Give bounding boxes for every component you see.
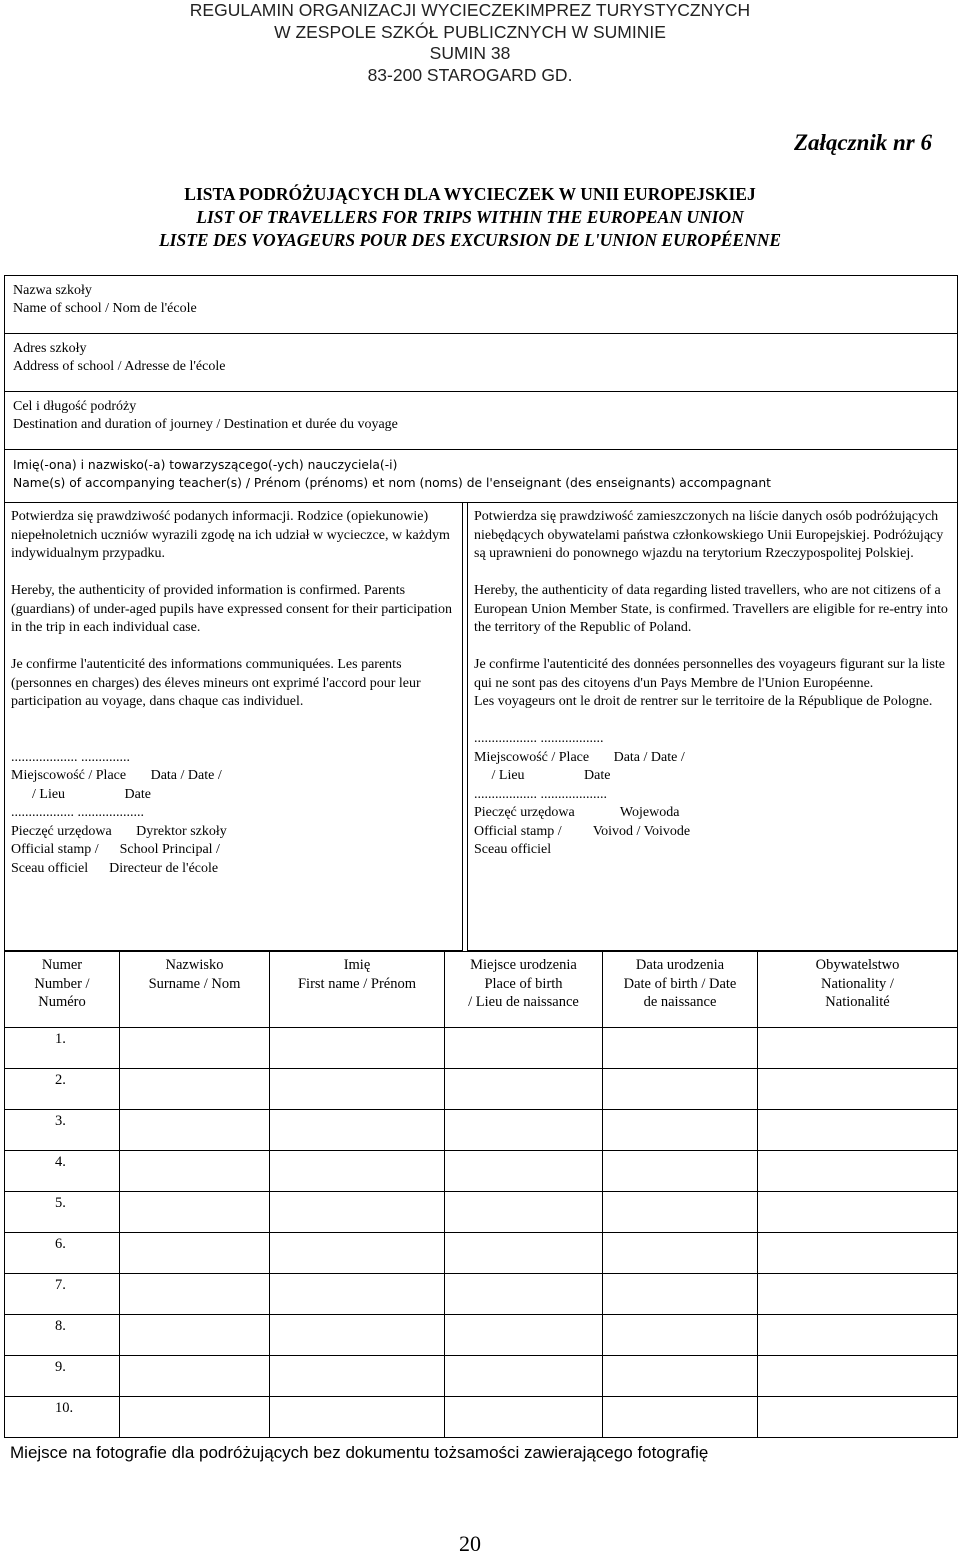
header-line: REGULAMIN ORGANIZACJI WYCIECZEKIMPREZ TURYSTYCZNYCH (189, 0, 751, 20)
table-row (5, 1397, 958, 1438)
table-cell[interactable] (270, 1274, 445, 1315)
table-row (5, 1028, 958, 1069)
table-cell[interactable] (758, 1274, 958, 1315)
table-cell[interactable] (758, 1110, 958, 1151)
field-label-en: Destination and duration of journey / Destination et durée du voyage (13, 417, 398, 432)
school-name-field[interactable] (5, 276, 957, 334)
table-cell[interactable] (445, 1069, 603, 1110)
table-cell[interactable] (120, 1192, 270, 1233)
header-line: 83-200 STAROGARD GD. (367, 64, 573, 85)
column-header-place-of-birth: Miejsce urodzenia Place of birth / Lieu de naissance (445, 952, 603, 1028)
table-cell[interactable] (270, 1069, 445, 1110)
table-cell[interactable] (603, 1151, 758, 1192)
row-number[interactable]: 3. (5, 1110, 120, 1151)
row-number[interactable]: 4. (5, 1151, 120, 1192)
title-en: LIST OF TRAVELLERS FOR TRIPS WITHIN THE EUROPEAN UNION (196, 207, 744, 227)
table-cell[interactable] (445, 1233, 603, 1274)
table-cell[interactable] (120, 1151, 270, 1192)
header-line: SUMIN 38 (429, 43, 511, 63)
page-number: 20 (459, 1531, 481, 1556)
table-cell[interactable] (270, 1192, 445, 1233)
table-cell[interactable] (758, 1028, 958, 1069)
table-cell[interactable] (603, 1274, 758, 1315)
table-cell[interactable] (270, 1397, 445, 1438)
table-cell[interactable] (445, 1397, 603, 1438)
row-number[interactable]: 10. (5, 1397, 120, 1438)
school-info-box (4, 275, 958, 503)
stamp-label: Official stamp / School Principal / (11, 842, 220, 857)
table-cell[interactable] (758, 1151, 958, 1192)
table-cell[interactable] (445, 1356, 603, 1397)
confirmation-text-fr: Je confirme l'autenticité des données personnelles des voyageurs figurant sur la liste qui ne sont pas des citoyens d'un Pays Membre de l'Union Européenne. (474, 657, 945, 691)
signature-dots: .................. ................... (11, 805, 144, 820)
table-cell[interactable] (445, 1274, 603, 1315)
annex-label: Załącznik nr 6 (793, 130, 932, 155)
confirmation-text-pl: Potwierdza się prawdziwość zamieszczonych na liście danych osób podróżujących niebędących obywatelami państwa członkowskiego Unii Europejskiej. Podróżujący są uprawnieni do ponownego wjazdu na terytorium Rzeczypospolitej Polskiej. (474, 509, 944, 561)
table-row (5, 1233, 958, 1274)
table-cell[interactable] (120, 1069, 270, 1110)
table-cell[interactable] (758, 1356, 958, 1397)
school-address-field[interactable] (5, 334, 957, 392)
confirmation-text-fr: Les voyageurs ont le droit de rentrer sur le territoire de la République de Pologne. (474, 694, 933, 709)
table-cell[interactable] (758, 1397, 958, 1438)
stamp-label: Pieczęć urzędowa Wojewoda (474, 805, 680, 820)
table-row (5, 1069, 958, 1110)
table-cell[interactable] (445, 1110, 603, 1151)
column-header-surname: Nazwisko Surname / Nom (120, 952, 270, 1028)
place-date-label: / Lieu Date (474, 768, 611, 783)
table-cell[interactable] (445, 1192, 603, 1233)
row-number[interactable]: 5. (5, 1192, 120, 1233)
voivode-confirmation (467, 502, 958, 951)
table-cell[interactable] (120, 1028, 270, 1069)
teachers-field[interactable] (5, 450, 957, 503)
title-fr: LISTE DES VOYAGEURS POUR DES EXCURSION DE L'UNION EUROPÉENNE (158, 230, 782, 250)
table-cell[interactable] (603, 1315, 758, 1356)
stamp-label: Official stamp / Voivod / Voivode (474, 823, 691, 839)
table-cell[interactable] (120, 1233, 270, 1274)
column-header-first-name: Imię First name / Prénom (270, 952, 445, 1028)
table-cell[interactable] (445, 1315, 603, 1356)
destination-field[interactable] (5, 392, 957, 450)
table-row (5, 1192, 958, 1233)
confirmation-text-en: Hereby, the authenticity of provided information is confirmed. Parents (guardians) of under-aged pupils have expressed consent for their participation in the trip in each individual case. (11, 583, 452, 635)
signature-dots: .................. ................... (474, 786, 607, 802)
table-cell[interactable] (758, 1069, 958, 1110)
school-confirmation (4, 502, 463, 951)
column-header-date-of-birth: Data urodzenia Date of birth / Date de naissance (603, 952, 758, 1028)
table-cell[interactable] (603, 1356, 758, 1397)
row-number[interactable]: 6. (5, 1233, 120, 1274)
table-cell[interactable] (603, 1110, 758, 1151)
table-cell[interactable] (758, 1233, 958, 1274)
field-label-pl: Cel i długość podróży (13, 399, 137, 414)
table-cell[interactable] (270, 1110, 445, 1151)
row-number[interactable]: 1. (5, 1028, 120, 1069)
column-header-number: Numer Number / Numéro (5, 952, 120, 1028)
table-cell[interactable] (270, 1151, 445, 1192)
row-number[interactable]: 8. (5, 1315, 120, 1356)
table-row (5, 1356, 958, 1397)
row-number[interactable]: 2. (5, 1069, 120, 1110)
field-label-en: Name(s) of accompanying teacher(s) / Prénom (prénoms) et nom (noms) de l'enseignant (des enseignants) accompagnant (13, 476, 771, 490)
table-cell[interactable] (758, 1192, 958, 1233)
confirmation-text-fr: Je confirme l'autenticité des informations communiquées. Les parents (personnes en charges) des éleves mineurs ont exprimé l'accord pour leur participation au voyage, dans chaque cas individuel. (11, 657, 421, 709)
table-cell[interactable] (270, 1028, 445, 1069)
table-cell[interactable] (603, 1233, 758, 1274)
table-cell[interactable] (120, 1110, 270, 1151)
field-label-en: Address of school / Adresse de l'école (13, 359, 226, 374)
form-title (0, 183, 940, 252)
confirmation-text-en: Hereby, the authenticity of data regarding listed travellers, who are not citizens of a European Union Member State, is confirmed. Travellers are eligible for re-entry into the territory of the Republic of Poland. (474, 583, 948, 635)
table-row (5, 1274, 958, 1315)
title-pl: LISTA PODRÓŻUJĄCYCH DLA WYCIECZEK W UNII EUROPEJSKIEJ (184, 184, 756, 204)
stamp-label: Sceau officiel Directeur de l'école (11, 860, 219, 876)
field-label-pl: Imię(-ona) i nazwisko(-a) towarzyszącego(-ych) nauczyciela(-i) (13, 458, 398, 472)
travellers-table (4, 951, 958, 1438)
table-cell[interactable] (603, 1028, 758, 1069)
document-header (0, 0, 940, 86)
field-label-pl: Adres szkoły (13, 341, 87, 356)
table-header-row (5, 952, 958, 1028)
stamp-label: Sceau officiel (474, 842, 552, 857)
table-cell[interactable] (270, 1233, 445, 1274)
signature-dots: .................. .................. (474, 731, 604, 746)
signature-dots: ................... .............. (11, 749, 130, 765)
table-cell[interactable] (603, 1397, 758, 1438)
table-row (5, 1110, 958, 1151)
table-row (5, 1151, 958, 1192)
row-number[interactable]: 7. (5, 1274, 120, 1315)
table-cell[interactable] (270, 1356, 445, 1397)
field-label-en: Name of school / Nom de l'école (13, 301, 197, 316)
table-cell[interactable] (270, 1315, 445, 1356)
table-cell[interactable] (120, 1397, 270, 1438)
confirmation-section (4, 502, 958, 951)
header-line: W ZESPOLE SZKÓŁ PUBLICZNYCH W SUMINIE (274, 21, 666, 42)
place-date-label: Miejscowość / Place Data / Date / (11, 768, 222, 783)
table-cell[interactable] (120, 1356, 270, 1397)
table-cell[interactable] (445, 1028, 603, 1069)
confirmation-text-pl: Potwierdza się prawdziwość podanych informacji. Rodzice (opiekunowie) niepełnoletnich uczniów wyrazili zgodę na ich udział w wycieczce, w każdym indywidualnym przypadku. (11, 509, 450, 561)
stamp-label: Pieczęć urzędowa Dyrektor szkoły (11, 823, 227, 839)
photo-note: Miejsce na fotografie dla podróżujących bez dokumentu tożsamości zawierającego fotografię (10, 1443, 709, 1462)
place-date-label: / Lieu Date (11, 786, 151, 802)
table-cell[interactable] (120, 1274, 270, 1315)
row-number[interactable]: 9. (5, 1356, 120, 1397)
place-date-label: Miejscowość / Place Data / Date / (474, 749, 685, 765)
table-cell[interactable] (120, 1315, 270, 1356)
table-cell[interactable] (758, 1315, 958, 1356)
table-cell[interactable] (603, 1069, 758, 1110)
table-row (5, 1315, 958, 1356)
field-label-pl: Nazwa szkoły (13, 283, 92, 298)
table-cell[interactable] (445, 1151, 603, 1192)
column-header-nationality: Obywatelstwo Nationality / Nationalité (758, 952, 958, 1028)
table-cell[interactable] (603, 1192, 758, 1233)
